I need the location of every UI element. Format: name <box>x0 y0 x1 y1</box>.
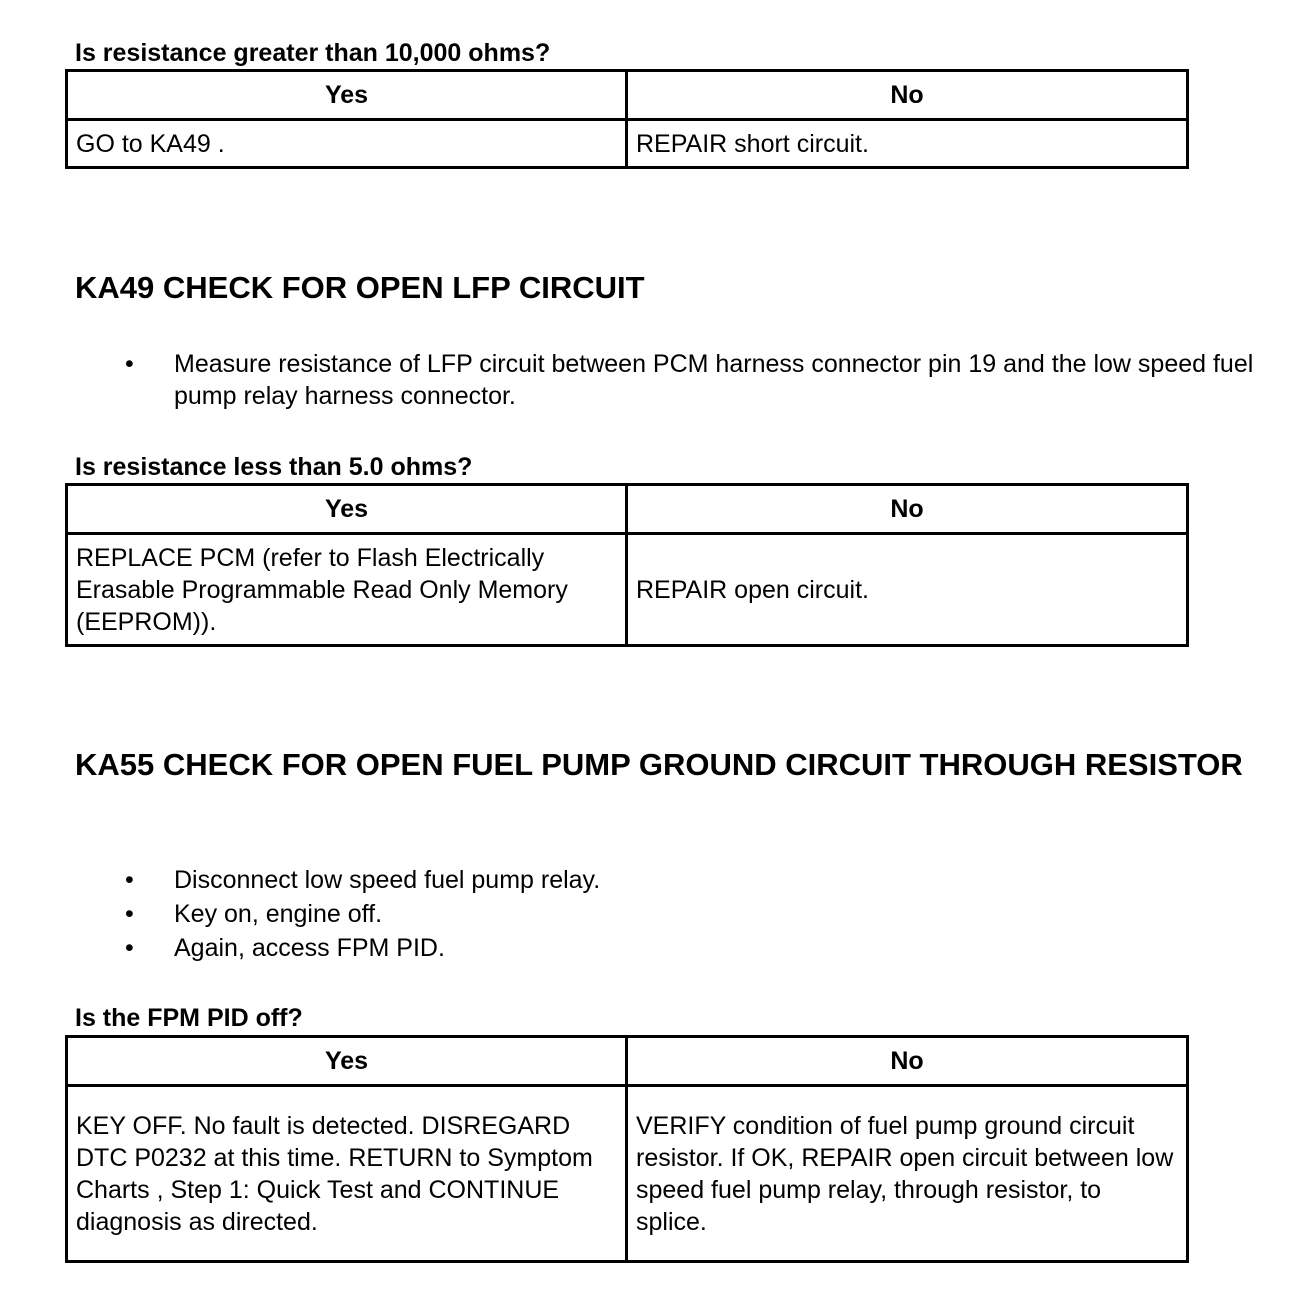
yes-header: Yes <box>67 1037 627 1086</box>
table-row <box>67 534 1188 646</box>
question-fpm-pid-off: Is the FPM PID off? <box>75 1004 303 1032</box>
answer-table-ka49 <box>65 483 1189 647</box>
no-cell: REPAIR short circuit. <box>627 120 1188 168</box>
bullet-glyph: • <box>125 934 134 962</box>
list-item <box>75 932 1275 964</box>
answer-table-prev <box>65 69 1189 169</box>
steps-list-ka55 <box>75 864 1275 966</box>
list-item <box>75 348 1275 412</box>
table-row <box>67 1086 1188 1262</box>
step-text: Key on, engine off. <box>174 900 383 928</box>
yes-header: Yes <box>67 71 627 120</box>
step-text: Disconnect low speed fuel pump relay. <box>174 866 601 894</box>
step-text: Again, access FPM PID. <box>174 934 445 962</box>
bullet-glyph: • <box>125 900 134 928</box>
list-item <box>75 864 1275 896</box>
table-header-row <box>67 485 1188 534</box>
no-header: No <box>627 1037 1188 1086</box>
question-resistance-greater: Is resistance greater than 10,000 ohms? <box>75 39 551 67</box>
yes-header: Yes <box>67 485 627 534</box>
bullet-glyph: • <box>125 350 134 378</box>
no-cell: REPAIR open circuit. <box>627 534 1188 646</box>
answer-table-ka55 <box>65 1035 1189 1263</box>
yes-cell: REPLACE PCM (refer to Flash Electrically Erasable Programmable Read Only Memory (EEPROM)). <box>67 534 627 646</box>
bullet-glyph: • <box>125 866 134 894</box>
yes-cell: GO to KA49 . <box>67 120 627 168</box>
no-header: No <box>627 71 1188 120</box>
steps-list-ka49 <box>75 348 1275 414</box>
no-cell: VERIFY condition of fuel pump ground circuit resistor. If OK, REPAIR open circuit between low speed fuel pump relay, through resistor, to splice. <box>627 1086 1188 1262</box>
step-text: Measure resistance of LFP circuit between PCM harness connector pin 19 and the low speed fuel pump relay harness connector. <box>174 350 1254 410</box>
table-row <box>67 120 1188 168</box>
section-heading-ka49: KA49 CHECK FOR OPEN LFP CIRCUIT <box>75 270 645 305</box>
question-resistance-less: Is resistance less than 5.0 ohms? <box>75 453 473 481</box>
list-item <box>75 898 1275 930</box>
section-heading-ka55: KA55 CHECK FOR OPEN FUEL PUMP GROUND CIRCUIT THROUGH RESISTOR <box>75 747 1243 782</box>
yes-cell: KEY OFF. No fault is detected. DISREGARD DTC P0232 at this time. RETURN to Symptom Charts , Step 1: Quick Test and CONTINUE diagnosis as directed. <box>67 1086 627 1262</box>
no-header: No <box>627 485 1188 534</box>
table-header-row <box>67 1037 1188 1086</box>
table-header-row <box>67 71 1188 120</box>
